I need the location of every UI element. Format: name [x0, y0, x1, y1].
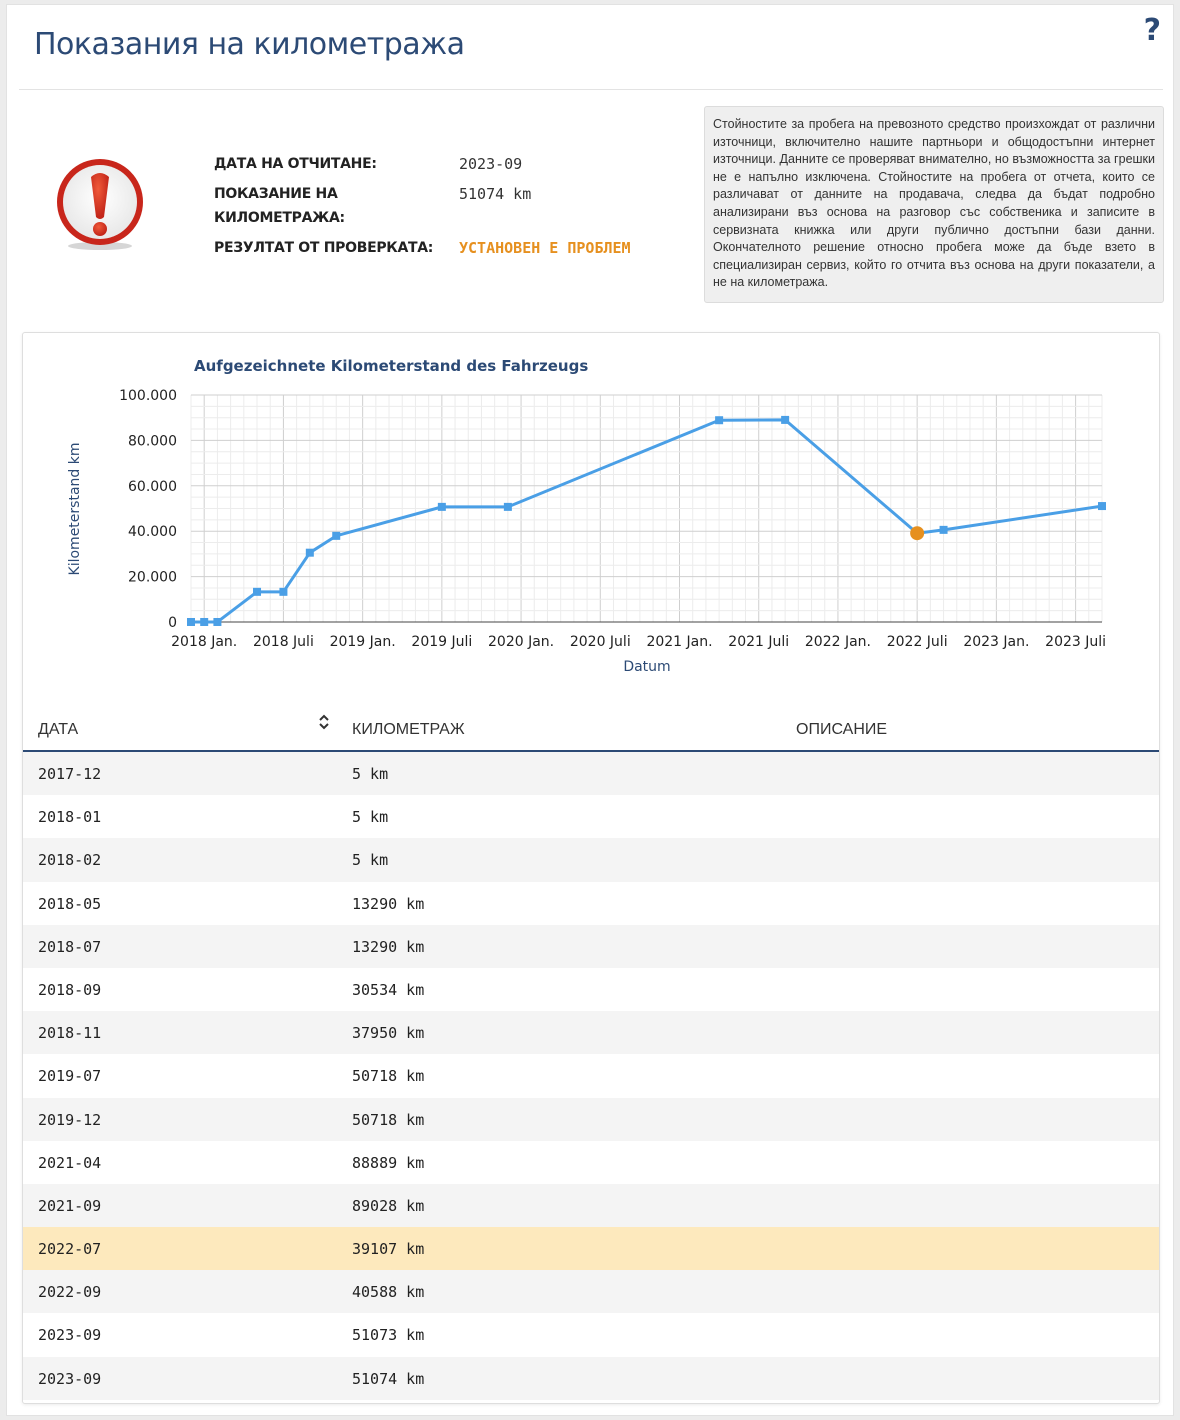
table-row [23, 1357, 1159, 1400]
mileage-cell: 37950 km [352, 1024, 425, 1043]
date-cell: 2022-07 [38, 1240, 102, 1259]
x-tick-label: 2021 Juli [728, 634, 790, 650]
y-tick-label: 0 [168, 615, 177, 631]
x-tick-label: 2020 Juli [569, 634, 631, 650]
table-row [23, 968, 1159, 1011]
data-point [253, 588, 261, 596]
data-point [1098, 502, 1106, 510]
page-container [6, 4, 1174, 1416]
date-cell: 2021-09 [38, 1196, 102, 1215]
series-line [191, 420, 1102, 622]
summary-row-result [214, 236, 684, 260]
mileage-cell: 5 km [352, 808, 389, 827]
summary-label: ПОКАЗАНИЕ НА КИЛОМЕТРАЖА: [214, 186, 345, 226]
x-axis-label: Datum [623, 659, 671, 675]
summary-info [214, 152, 684, 266]
data-point-highlight [910, 526, 924, 540]
table-header [23, 703, 1159, 752]
x-tick-label: 2023 Juli [1045, 634, 1107, 650]
y-axis-label: Kilometerstand km [67, 442, 83, 576]
mileage-cell: 13290 km [352, 937, 425, 956]
check-result-value: УСТАНОВЕН Е ПРОБЛЕМ [459, 239, 631, 257]
data-point [306, 549, 314, 557]
sort-icon[interactable] [318, 713, 330, 731]
data-point [332, 532, 340, 540]
y-tick-label: 80.000 [128, 433, 177, 450]
mileage-chart [23, 333, 1159, 683]
data-point [504, 503, 512, 511]
mileage-cell: 5 km [352, 851, 389, 870]
table-row [23, 1141, 1159, 1184]
x-tick-label: 2022 Jan. [804, 634, 872, 650]
x-tick-label: 2023 Jan. [963, 634, 1030, 650]
table-row [23, 1098, 1159, 1141]
date-cell: 2023-09 [38, 1369, 102, 1388]
x-tick-label: 2021 Jan. [646, 634, 713, 650]
date-cell: 2018-07 [38, 937, 102, 956]
table-row [23, 795, 1159, 838]
date-cell: 2018-02 [38, 851, 102, 870]
table-row [23, 1313, 1159, 1356]
mileage-cell: 5 km [352, 765, 389, 783]
data-point [200, 618, 208, 626]
data-point [213, 618, 221, 626]
table-row [23, 1227, 1159, 1270]
mileage-cell: 40588 km [352, 1283, 425, 1302]
table-row [23, 1054, 1159, 1097]
table-row [23, 1184, 1159, 1227]
mileage-cell: 51074 km [352, 1369, 425, 1388]
table-row [23, 1011, 1159, 1054]
y-tick-label: 100.000 [119, 388, 177, 404]
mileage-cell: 39107 km [352, 1240, 425, 1259]
date-cell: 2019-12 [38, 1110, 102, 1129]
mileage-value: 51074 km [459, 185, 532, 203]
mileage-cell: 50718 km [352, 1067, 425, 1086]
y-tick-label: 40.000 [128, 524, 177, 541]
column-header-mileage: КИЛОМЕТРАЖ [352, 721, 465, 738]
data-point [940, 526, 948, 534]
date-cell: 2018-01 [38, 808, 102, 827]
help-icon[interactable]: ? [1143, 13, 1161, 48]
x-tick-label: 2019 Juli [411, 634, 473, 650]
date-cell: 2017-12 [38, 765, 102, 783]
exclamation-warning-icon [53, 155, 147, 251]
table-row [23, 838, 1159, 881]
x-tick-label: 2020 Jan. [488, 634, 555, 650]
date-cell: 2021-04 [38, 1153, 102, 1172]
mileage-cell: 89028 km [352, 1196, 425, 1215]
x-tick-label: 2022 Juli [886, 634, 948, 650]
page-title: Показания на километража [34, 27, 465, 62]
disclaimer-note: Стойностите за пробега на превозното средство произхождат от различни източници, включително нашите партньори и общодостъпни интернет източници. Данните се проверяват внимателно, но възможността за грешки не е напълно изключена. Стойностите на пробега от отчета, които се различават от данните на продавача, следва да бъдат подробно анализирани въз основа на разговор със собственика и записите в сервизната книжка или други публично достъпни бази данни. Окончателното решение относно пробега може да бъде взето в специализиран сервиз, който го отчита въз основа на други показатели, а не на километража. [704, 106, 1164, 303]
column-header-description: ОПИСАНИЕ [796, 721, 888, 738]
date-cell: 2018-05 [38, 894, 102, 913]
mileage-cell: 51073 km [352, 1326, 425, 1345]
x-tick-label: 2018 Jan. [171, 634, 238, 650]
date-cell: 2018-11 [38, 1024, 102, 1043]
mileage-cell: 88889 km [352, 1153, 425, 1172]
data-point [715, 416, 723, 424]
data-point [187, 618, 195, 626]
date-cell: 2022-09 [38, 1283, 102, 1302]
table-row [23, 752, 1159, 795]
table-row [23, 925, 1159, 968]
table-body [23, 752, 1159, 1400]
date-cell: 2018-09 [38, 980, 102, 999]
date-cell: 2019-07 [38, 1067, 102, 1086]
reading-date-value: 2023-09 [459, 155, 523, 173]
date-cell: 2023-09 [38, 1326, 102, 1345]
x-tick-label: 2018 Juli [252, 634, 314, 650]
data-point [279, 588, 287, 596]
chart-title: Aufgezeichnete Kilometerstand des Fahrzeugs [194, 357, 589, 375]
x-tick-label: 2019 Jan. [329, 634, 396, 650]
y-tick-label: 60.000 [128, 478, 177, 495]
divider [19, 89, 1163, 90]
mileage-cell: 13290 km [352, 894, 425, 913]
mileage-cell: 50718 km [352, 1110, 425, 1129]
table-row [23, 882, 1159, 925]
column-header-date[interactable]: ДАТА [38, 721, 79, 738]
mileage-cell: 30534 km [352, 980, 425, 999]
y-tick-label: 20.000 [128, 569, 177, 586]
table-row [23, 1270, 1159, 1313]
summary-row-date [214, 152, 684, 176]
summary-label: РЕЗУЛТАТ ОТ ПРОВЕРКАТА: [214, 240, 434, 256]
data-point [781, 416, 789, 424]
summary-row-mileage [214, 182, 684, 230]
mileage-card [22, 332, 1160, 1404]
data-point [438, 503, 446, 511]
summary-label: ДАТА НА ОТЧИТАНЕ: [214, 156, 377, 172]
